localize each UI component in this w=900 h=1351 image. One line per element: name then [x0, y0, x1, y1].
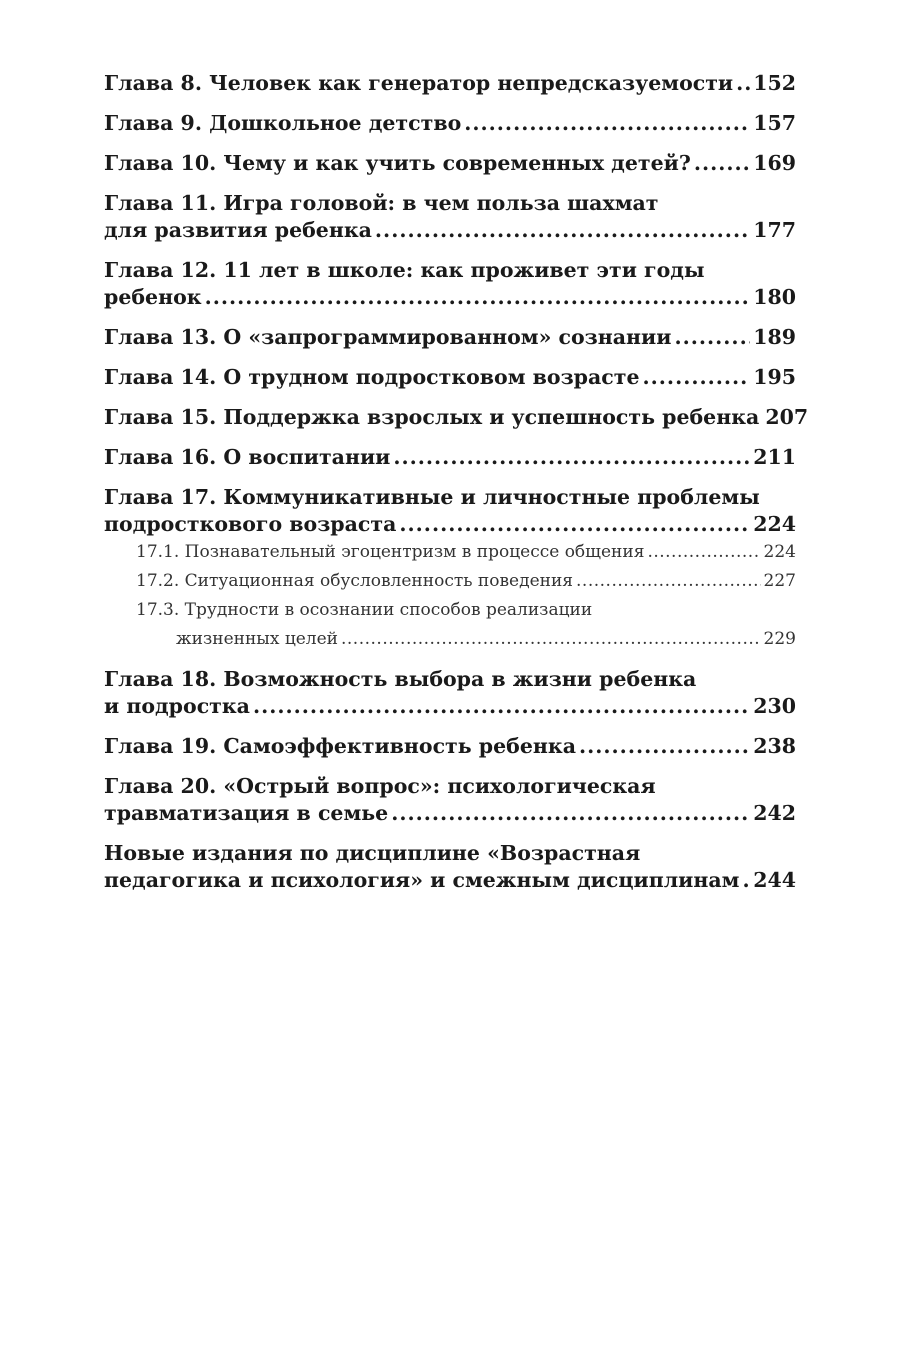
dot-leader [341, 625, 761, 654]
dot-leader [393, 444, 750, 471]
toc-entry-chapter-9[interactable] [104, 110, 796, 137]
dot-leader [694, 150, 750, 177]
toc-entry-chapter-14[interactable] [104, 364, 796, 391]
dot-leader [674, 324, 750, 351]
toc-page-number: 169 [753, 151, 796, 175]
toc-entry-title-line: Глава 12. 11 лет в школе: как проживет эти годы [104, 258, 705, 282]
dot-leader [253, 693, 750, 720]
toc-page-number: 189 [753, 325, 796, 349]
toc-page-number: 157 [753, 111, 796, 135]
dot-leader [399, 511, 750, 538]
toc-entry-title: Глава 13. О «запрограммированном» сознании [104, 325, 672, 349]
toc-subentry-title: жизненных целей [176, 629, 338, 649]
toc-entry-title: травматизация в семье [104, 801, 389, 825]
toc-entry-title: Глава 14. О трудном подростковом возрасте [104, 365, 640, 389]
toc-page-number: 195 [753, 365, 796, 389]
toc-page-number: 224 [753, 512, 796, 536]
toc-page-number: 242 [753, 801, 796, 825]
toc-entry-chapter-15[interactable] [104, 404, 809, 431]
toc-entry-title: Глава 9. Дошкольное детство [104, 111, 462, 135]
toc-entry-chapter-16[interactable] [104, 444, 796, 471]
toc-entry-chapter-20[interactable] [104, 773, 796, 827]
toc-page-number: 224 [763, 542, 796, 562]
dot-leader [391, 800, 750, 827]
dot-leader [742, 867, 750, 894]
toc-page-number: 180 [753, 285, 796, 309]
toc-page-number: 238 [753, 734, 796, 758]
toc-entry-chapter-13[interactable] [104, 324, 796, 351]
dot-leader [736, 70, 750, 97]
toc-entry-chapter-8[interactable] [104, 70, 796, 97]
dot-leader [643, 364, 751, 391]
dot-leader [647, 538, 760, 567]
toc-entry-chapter-17[interactable] [104, 484, 796, 538]
toc-entry-chapter-19[interactable] [104, 733, 796, 760]
toc-page-number: 230 [753, 694, 796, 718]
toc-entry-title: Глава 8. Человек как генератор непредсказуемости [104, 71, 734, 95]
toc-entry-title: Глава 16. О воспитании [104, 445, 391, 469]
toc-entry-title-line: Глава 18. Возможность выбора в жизни ребенка [104, 667, 697, 691]
dot-leader [579, 733, 750, 760]
toc-entry-chapter-12[interactable] [104, 257, 796, 311]
toc-entry-title: подросткового возраста [104, 512, 397, 536]
dot-leader [464, 110, 750, 137]
toc-entry-title: педагогика и психология» и смежным дисциплинам [104, 868, 740, 892]
dot-leader [576, 567, 761, 596]
toc-page-number: 152 [753, 71, 796, 95]
toc-entry-chapter-18[interactable] [104, 666, 796, 720]
toc-page-number: 177 [753, 218, 796, 242]
toc-entry-chapter-10[interactable] [104, 150, 796, 177]
toc-entry-title: ребенок [104, 285, 202, 309]
toc-entry-title: Глава 10. Чему и как учить современных детей? [104, 151, 691, 175]
toc-entry-title-line: Глава 17. Коммуникативные и личностные проблемы [104, 485, 760, 509]
toc-page-number: 244 [753, 868, 796, 892]
toc-subentry-17-2[interactable] [104, 567, 796, 596]
toc-entry-title: и подростка [104, 694, 250, 718]
toc-entry-new-editions[interactable] [104, 840, 796, 894]
dot-leader [375, 217, 750, 244]
toc-entry-title-line: Глава 11. Игра головой: в чем польза шахмат [104, 191, 659, 215]
toc-page-number: 227 [763, 571, 796, 591]
toc-page-number: 229 [763, 629, 796, 649]
toc-subentry-title: 17.1. Познавательный эгоцентризм в процессе общения [136, 542, 645, 562]
toc-page-number: 211 [753, 445, 796, 469]
toc-subentry-17-1[interactable] [104, 538, 796, 567]
toc-entry-title: Глава 19. Самоэффективность ребенка [104, 734, 576, 758]
toc-page-number: 207 [765, 405, 809, 429]
toc-entry-title: Глава 15. Поддержка взрослых и успешность ребенка [104, 405, 760, 429]
toc-entry-chapter-11[interactable] [104, 190, 796, 244]
table-of-contents [104, 70, 809, 907]
toc-subentry-17-3[interactable] [104, 596, 796, 654]
toc-entry-title-line: Глава 20. «Острый вопрос»: психологическая [104, 774, 656, 798]
dot-leader [205, 284, 751, 311]
toc-entry-title-line: Новые издания по дисциплине «Возрастная [104, 841, 641, 865]
toc-subentry-title-line: 17.3. Трудности в осознании способов реализации [136, 600, 593, 620]
toc-entry-title: для развития ребенка [104, 218, 372, 242]
toc-subentry-title: 17.2. Ситуационная обусловленность поведения [136, 571, 574, 591]
